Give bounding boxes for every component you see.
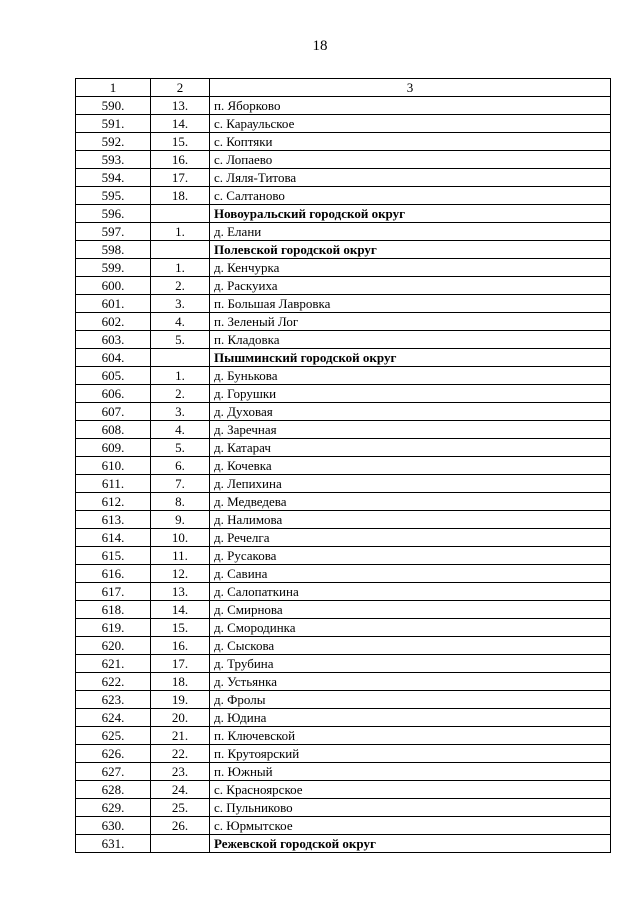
sub-number-cell: 18. [151,187,210,205]
settlement-name-cell: д. Трубина [210,655,611,673]
sub-number-cell: 5. [151,331,210,349]
row-number-cell: 615. [76,547,151,565]
sub-number-cell [151,241,210,259]
sub-number-cell: 10. [151,529,210,547]
settlement-name-cell: д. Савина [210,565,611,583]
sub-number-cell: 23. [151,763,210,781]
row-number-cell: 590. [76,97,151,115]
settlement-name-cell: д. Елани [210,223,611,241]
settlement-name-cell: д. Юдина [210,709,611,727]
settlement-name-cell: д. Лепихина [210,475,611,493]
table-row [76,385,611,403]
settlement-name-cell: д. Раскуиха [210,277,611,295]
row-number-cell: 626. [76,745,151,763]
settlement-name-cell: д. Кочевка [210,457,611,475]
row-number-cell: 602. [76,313,151,331]
sub-number-cell: 26. [151,817,210,835]
settlement-name-cell: с. Юрмытское [210,817,611,835]
row-number-cell: 598. [76,241,151,259]
settlement-name-cell: с. Лопаево [210,151,611,169]
sub-number-cell: 6. [151,457,210,475]
row-number-cell: 608. [76,421,151,439]
sub-number-cell: 4. [151,313,210,331]
sub-number-cell [151,205,210,223]
row-number-cell: 618. [76,601,151,619]
district-header-row [76,205,611,223]
sub-number-cell: 1. [151,367,210,385]
table-row [76,295,611,313]
settlement-name-cell: п. Кладовка [210,331,611,349]
row-number-cell: 595. [76,187,151,205]
row-number-cell: 606. [76,385,151,403]
settlement-name-cell: Новоуральский городской округ [210,205,611,223]
table-row [76,367,611,385]
settlement-name-cell: Режевской городской округ [210,835,611,853]
table-row [76,511,611,529]
sub-number-cell: 13. [151,97,210,115]
sub-number-cell: 2. [151,385,210,403]
sub-number-cell: 8. [151,493,210,511]
row-number-cell: 599. [76,259,151,277]
row-number-cell: 624. [76,709,151,727]
row-number-cell: 631. [76,835,151,853]
sub-number-cell: 24. [151,781,210,799]
sub-number-cell: 15. [151,619,210,637]
sub-number-cell: 16. [151,151,210,169]
sub-number-cell: 14. [151,115,210,133]
row-number-cell: 614. [76,529,151,547]
settlement-name-cell: д. Смирнова [210,601,611,619]
table-row [76,565,611,583]
settlement-name-cell: д. Духовая [210,403,611,421]
table-row [76,709,611,727]
table-row [76,583,611,601]
settlement-name-cell: п. Крутоярский [210,745,611,763]
column-header-3: 3 [210,79,611,97]
sub-number-cell: 14. [151,601,210,619]
table-row [76,439,611,457]
table-row [76,169,611,187]
row-number-cell: 600. [76,277,151,295]
sub-number-cell: 17. [151,169,210,187]
table-row [76,763,611,781]
table-row [76,655,611,673]
sub-number-cell: 3. [151,295,210,313]
sub-number-cell: 18. [151,673,210,691]
table-row [76,313,611,331]
settlement-name-cell: с. Пульниково [210,799,611,817]
settlement-name-cell: д. Налимова [210,511,611,529]
sub-number-cell: 19. [151,691,210,709]
sub-number-cell: 12. [151,565,210,583]
sub-number-cell: 7. [151,475,210,493]
sub-number-cell: 16. [151,637,210,655]
page-number: 18 [312,38,328,54]
table-row [76,637,611,655]
settlement-name-cell: с. Ляля-Титова [210,169,611,187]
settlement-name-cell: с. Коптяки [210,133,611,151]
row-number-cell: 619. [76,619,151,637]
row-number-cell: 610. [76,457,151,475]
settlement-name-cell: д. Медведева [210,493,611,511]
sub-number-cell [151,349,210,367]
row-number-cell: 594. [76,169,151,187]
settlement-name-cell: с. Салтаново [210,187,611,205]
table-row [76,475,611,493]
table-row [76,493,611,511]
table-row [76,745,611,763]
row-number-cell: 629. [76,799,151,817]
table-row [76,403,611,421]
table-row [76,331,611,349]
row-number-cell: 605. [76,367,151,385]
sub-number-cell: 1. [151,259,210,277]
row-number-cell: 625. [76,727,151,745]
table-row [76,529,611,547]
table-row [76,151,611,169]
row-number-cell: 591. [76,115,151,133]
row-number-cell: 627. [76,763,151,781]
settlement-name-cell: п. Ключевской [210,727,611,745]
sub-number-cell: 11. [151,547,210,565]
table-row [76,259,611,277]
table-row [76,799,611,817]
settlement-name-cell: д. Горушки [210,385,611,403]
table-row [76,223,611,241]
row-number-cell: 597. [76,223,151,241]
settlement-name-cell: п. Южный [210,763,611,781]
row-number-cell: 612. [76,493,151,511]
table-row [76,277,611,295]
row-number-cell: 623. [76,691,151,709]
table-row [76,601,611,619]
settlement-name-cell: д. Салопаткина [210,583,611,601]
row-number-cell: 604. [76,349,151,367]
table-row [76,727,611,745]
settlement-name-cell: д. Фролы [210,691,611,709]
table-body [76,97,611,853]
row-number-cell: 630. [76,817,151,835]
settlement-name-cell: д. Кенчурка [210,259,611,277]
row-number-cell: 611. [76,475,151,493]
settlement-name-cell: п. Зеленый Лог [210,313,611,331]
sub-number-cell: 25. [151,799,210,817]
row-number-cell: 613. [76,511,151,529]
settlement-name-cell: с. Красноярское [210,781,611,799]
column-header-2: 2 [151,79,210,97]
row-number-cell: 621. [76,655,151,673]
settlement-name-cell: Полевской городской округ [210,241,611,259]
table-row [76,817,611,835]
settlement-name-cell: д. Устьянка [210,673,611,691]
row-number-cell: 622. [76,673,151,691]
settlement-name-cell: д. Бунькова [210,367,611,385]
settlement-name-cell: д. Сыскова [210,637,611,655]
column-header-row [76,79,611,97]
sub-number-cell: 2. [151,277,210,295]
table-row [76,187,611,205]
settlement-name-cell: д. Речелга [210,529,611,547]
settlement-name-cell: д. Русакова [210,547,611,565]
table-row [76,547,611,565]
settlements-table [75,78,611,853]
settlement-name-cell: Пышминский городской округ [210,349,611,367]
sub-number-cell: 17. [151,655,210,673]
row-number-cell: 596. [76,205,151,223]
settlement-name-cell: д. Заречная [210,421,611,439]
district-header-row [76,349,611,367]
table-row [76,673,611,691]
table-row [76,691,611,709]
table-row [76,457,611,475]
row-number-cell: 617. [76,583,151,601]
table-row [76,421,611,439]
row-number-cell: 607. [76,403,151,421]
row-number-cell: 616. [76,565,151,583]
table-row [76,781,611,799]
settlement-name-cell: с. Караульское [210,115,611,133]
table-row [76,133,611,151]
sub-number-cell: 9. [151,511,210,529]
column-header-1: 1 [76,79,151,97]
row-number-cell: 601. [76,295,151,313]
sub-number-cell: 4. [151,421,210,439]
row-number-cell: 628. [76,781,151,799]
table-row [76,115,611,133]
row-number-cell: 592. [76,133,151,151]
row-number-cell: 620. [76,637,151,655]
sub-number-cell: 13. [151,583,210,601]
sub-number-cell: 5. [151,439,210,457]
district-header-row [76,241,611,259]
sub-number-cell: 3. [151,403,210,421]
table-row [76,97,611,115]
settlement-name-cell: д. Смородинка [210,619,611,637]
settlement-name-cell: п. Большая Лавровка [210,295,611,313]
sub-number-cell: 21. [151,727,210,745]
sub-number-cell: 22. [151,745,210,763]
row-number-cell: 609. [76,439,151,457]
sub-number-cell: 20. [151,709,210,727]
sub-number-cell: 15. [151,133,210,151]
sub-number-cell [151,835,210,853]
table-row [76,619,611,637]
sub-number-cell: 1. [151,223,210,241]
settlement-name-cell: д. Катарач [210,439,611,457]
district-header-row [76,835,611,853]
row-number-cell: 593. [76,151,151,169]
settlement-name-cell: п. Яборково [210,97,611,115]
row-number-cell: 603. [76,331,151,349]
table-head [76,79,611,97]
